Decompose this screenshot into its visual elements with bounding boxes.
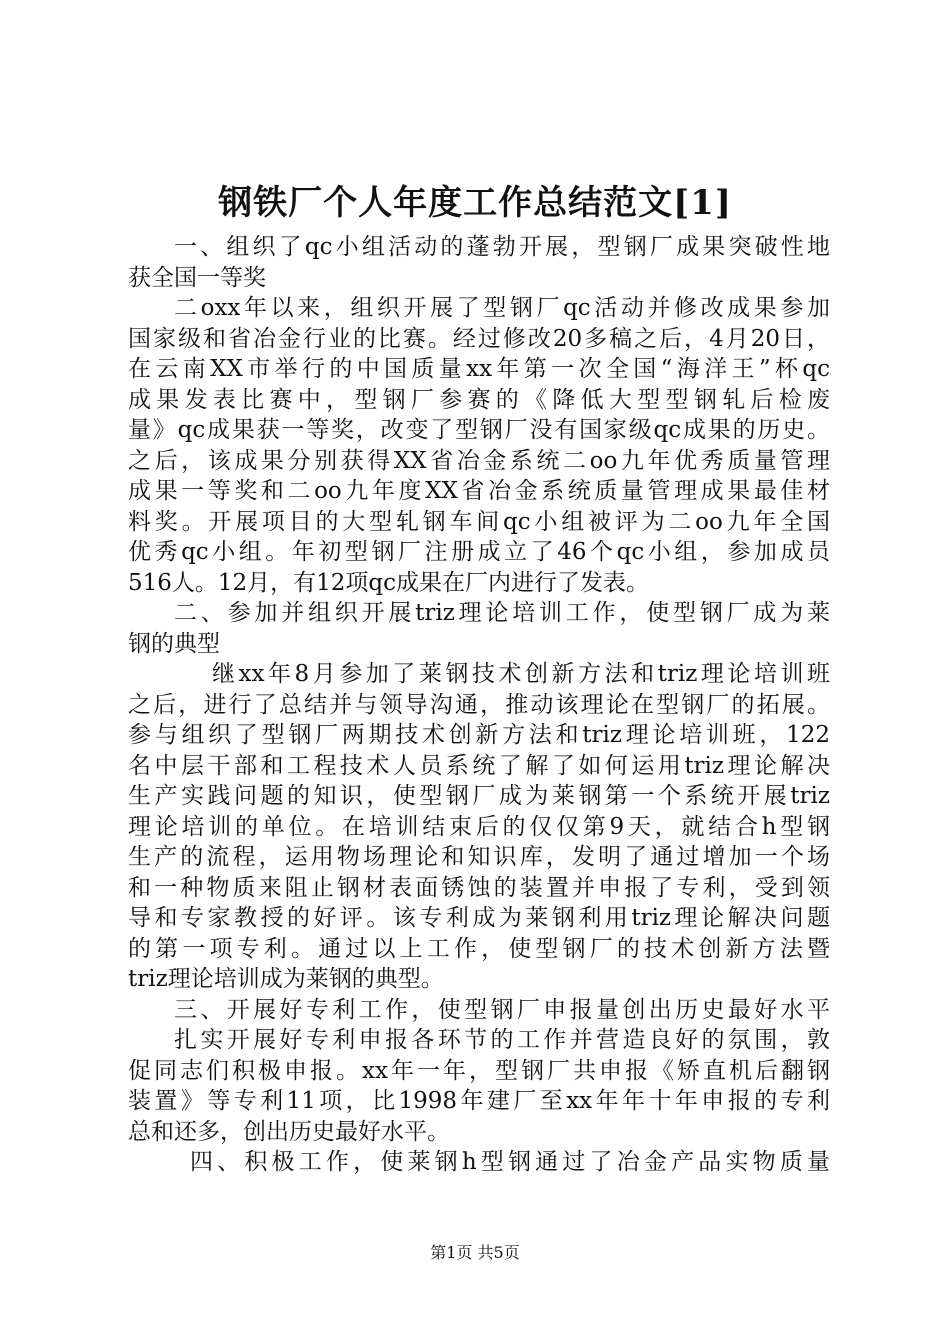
- paragraph-line: 导和专家教授的好评。该专利成为莱钢利用triz理论解决问题: [128, 905, 830, 931]
- paragraph-line: triz理论培训成为莱钢的典型。: [128, 966, 444, 992]
- document-body: [128, 232, 830, 1178]
- paragraph-line: 四、积极工作，使莱钢h型钢通过了冶金产品实物质量: [190, 1149, 830, 1175]
- paragraph-line: 一、组织了qc小组活动的蓬勃开展，型钢厂成果突破性地: [174, 234, 830, 260]
- paragraph-line: 生产实践问题的知识，使型钢厂成为莱钢第一个系统开展triz: [128, 783, 830, 809]
- paragraph-line: 生产的流程，运用物场理论和知识库，发明了通过增加一个场: [128, 844, 830, 870]
- paragraph-line: 参与组织了型钢厂两期技术创新方法和triz理论培训班，122: [128, 722, 830, 748]
- paragraph-line: 二oxx年以来，组织开展了型钢厂qc活动并修改成果参加: [174, 295, 830, 321]
- paragraph-line: 扎实开展好专利申报各环节的工作并营造良好的氛围，敦: [174, 1027, 830, 1053]
- paragraph-line: 优秀qc小组。年初型钢厂注册成立了46个qc小组，参加成员: [128, 539, 830, 565]
- paragraph-line: 三、开展好专利工作，使型钢厂申报量创出历史最好水平: [174, 996, 830, 1023]
- paragraph-line: 获全国一等奖: [128, 264, 266, 291]
- paragraph-line: 的第一项专利。通过以上工作，使型钢厂的技术创新方法暨: [128, 935, 830, 962]
- paragraph-line: 继xx年8月参加了莱钢技术创新方法和triz理论培训班: [212, 661, 830, 687]
- paragraph-line: 促同志们积极申报。xx年一年，型钢厂共申报《矫直机后翻钢: [128, 1057, 830, 1084]
- paragraph-line: 理论培训的单位。在培训结束后的仅仅第9天，就结合h型钢: [128, 813, 830, 840]
- paragraph-line: 二、参加并组织开展triz理论培训工作，使型钢厂成为莱: [174, 600, 830, 626]
- paragraph-line: 装置》等专利11项，比1998年建厂至xx年年十年申报的专利: [128, 1088, 830, 1114]
- paragraph-line: 之后，进行了总结并与领导沟通，推动该理论在型钢厂的拓展。: [128, 691, 830, 718]
- paragraph-line: 516人。12月，有12项qc成果在厂内进行了发表。: [128, 569, 650, 596]
- paragraph-line: 总和还多，创出历史最好水平。: [128, 1118, 450, 1145]
- paragraph-line: 在云南XX市举行的中国质量xx年第一次全国“海洋王”杯qc: [128, 356, 830, 382]
- page-footer: 第1页 共5页: [430, 1243, 520, 1262]
- paragraph-line: 成果一等奖和二oo九年度XX省冶金系统质量管理成果最佳材: [128, 478, 830, 504]
- paragraph-line: 量》qc成果获一等奖，改变了型钢厂没有国家级qc成果的历史。: [128, 417, 830, 443]
- paragraph-line: 名中层干部和工程技术人员系统了解了如何运用triz理论解决: [128, 752, 830, 779]
- paragraph-line: 钢的典型: [128, 630, 220, 657]
- paragraph-line: 和一种物质来阻止钢材表面锈蚀的装置并申报了专利，受到领: [128, 874, 830, 901]
- paragraph-line: 之后，该成果分别获得XX省冶金系统二oo九年优秀质量管理: [128, 447, 830, 474]
- paragraph-line: 成果发表比赛中，型钢厂参赛的《降低大型型钢轧后检废: [128, 386, 830, 413]
- paragraph-line: 料奖。开展项目的大型轧钢车间qc小组被评为二oo九年全国: [128, 508, 830, 535]
- paragraph-line: 国家级和省冶金行业的比赛。经过修改20多稿之后，4月20日，: [128, 325, 830, 352]
- document-title: 钢铁厂个人年度工作总结范文[1]: [218, 183, 732, 223]
